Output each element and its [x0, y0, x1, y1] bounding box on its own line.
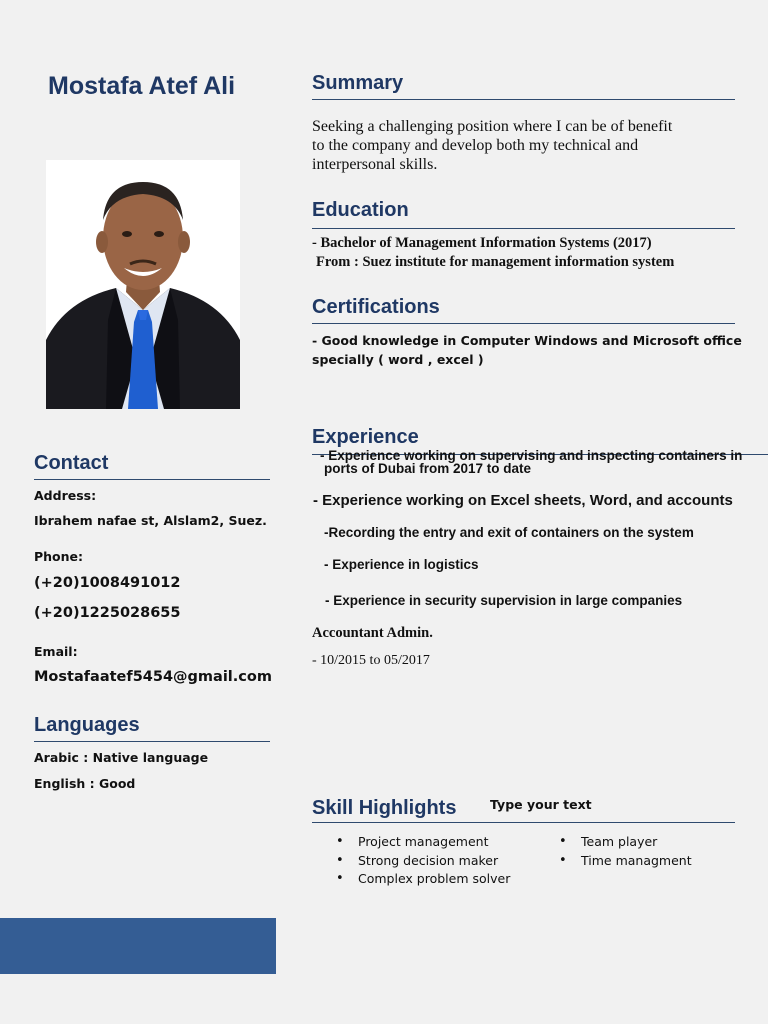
education-heading: Education: [312, 199, 409, 221]
experience-role-dates: - 10/2015 to 05/2017: [312, 653, 430, 668]
contact-divider: [34, 479, 270, 480]
language-item: English : Good: [34, 776, 136, 791]
education-institute: From : Suez institute for management information system: [316, 254, 675, 270]
experience-item: -Recording the entry and exit of containers on the system: [324, 525, 694, 540]
skill-item: • Project management: [334, 833, 510, 852]
phone-label: Phone:: [34, 549, 84, 564]
resume-name: Mostafa Atef Ali: [48, 72, 236, 100]
experience-role: Accountant Admin.: [312, 625, 433, 641]
address-label: Address:: [34, 488, 97, 503]
certification-line: specially ( word , excel ): [312, 352, 484, 367]
skills-placeholder-text[interactable]: Type your text: [490, 797, 592, 812]
language-item: Arabic : Native language: [34, 750, 209, 765]
summary-heading: Summary: [312, 72, 404, 94]
profile-photo: [46, 160, 240, 409]
education-divider: [312, 228, 735, 229]
experience-item: - Experience in security supervision in large companies: [325, 593, 683, 608]
skill-item: • Team player: [557, 833, 692, 852]
summary-line: interpersonal skills.: [312, 156, 438, 173]
contact-heading: Contact: [34, 452, 109, 474]
summary-line: to the company and develop both my technical and: [312, 137, 639, 154]
skill-item: • Strong decision maker: [334, 852, 510, 871]
skills-list-left: [334, 833, 510, 889]
languages-heading: Languages: [34, 714, 140, 736]
portrait-illustration: [46, 160, 240, 409]
phone-number: (+20)1225028655: [34, 605, 181, 621]
accent-bar: [0, 918, 276, 974]
education-degree: - Bachelor of Management Information Systems (2017): [312, 235, 652, 251]
experience-item: - Experience working on Excel sheets, Word, and accounts: [313, 492, 733, 509]
certifications-heading: Certifications: [312, 296, 440, 318]
experience-item: - Experience in logistics: [324, 557, 479, 572]
certifications-divider: [312, 323, 735, 324]
summary-divider: [312, 99, 735, 100]
summary-line: Seeking a challenging position where I can be of benefit: [312, 118, 673, 135]
skill-item: • Complex problem solver: [334, 870, 510, 889]
certification-line: - Good knowledge in Computer Windows and Microsoft office: [312, 333, 742, 348]
languages-divider: [34, 741, 270, 742]
skill-item: • Time managment: [557, 852, 692, 871]
address-value: Ibrahem nafae st, Alslam2, Suez.: [34, 513, 267, 528]
phone-number: (+20)1008491012: [34, 575, 181, 591]
experience-item: - Experience working on supervising and inspecting containers in: [320, 448, 743, 463]
experience-heading: Experience: [312, 426, 419, 448]
skills-list-right: [557, 833, 692, 870]
email-label: Email:: [34, 644, 78, 659]
summary-text: [312, 117, 672, 174]
experience-item-continued: ports of Dubai from 2017 to date: [324, 461, 532, 476]
email-value: Mostafaatef5454@gmail.com: [34, 669, 272, 685]
skills-divider: [312, 822, 735, 823]
skills-heading: Skill Highlights: [312, 797, 457, 819]
